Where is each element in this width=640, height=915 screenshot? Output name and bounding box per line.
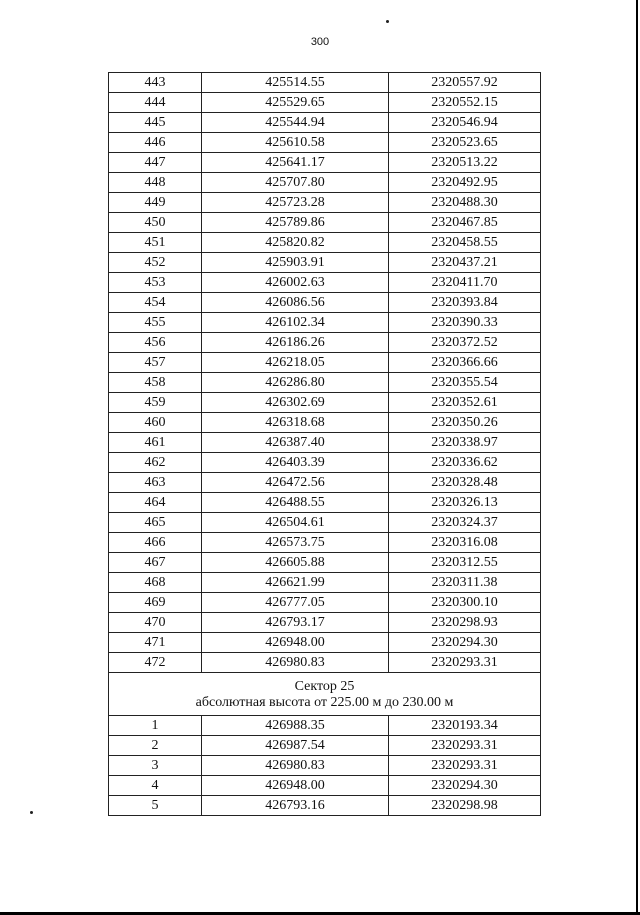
table-row <box>109 93 541 113</box>
point-number-cell: 1 <box>109 716 202 736</box>
point-number-cell: 4 <box>109 776 202 796</box>
x-coordinate-cell: 426286.80 <box>202 373 389 393</box>
point-number-cell: 444 <box>109 93 202 113</box>
table-row <box>109 73 541 93</box>
point-number-cell: 468 <box>109 573 202 593</box>
x-coordinate-cell: 426621.99 <box>202 573 389 593</box>
x-coordinate-cell: 426472.56 <box>202 473 389 493</box>
sector-cell <box>109 673 541 716</box>
x-coordinate-cell: 426948.00 <box>202 633 389 653</box>
point-number-cell: 470 <box>109 613 202 633</box>
y-coordinate-cell: 2320488.30 <box>389 193 541 213</box>
point-number-cell: 450 <box>109 213 202 233</box>
y-coordinate-cell: 2320355.54 <box>389 373 541 393</box>
point-number-cell: 462 <box>109 453 202 473</box>
x-coordinate-cell: 426387.40 <box>202 433 389 453</box>
table-row <box>109 776 541 796</box>
table-row <box>109 493 541 513</box>
table-row <box>109 653 541 673</box>
y-coordinate-cell: 2320294.30 <box>389 776 541 796</box>
table-row <box>109 313 541 333</box>
point-number-cell: 460 <box>109 413 202 433</box>
y-coordinate-cell: 2320513.22 <box>389 153 541 173</box>
x-coordinate-cell: 426948.00 <box>202 776 389 796</box>
x-coordinate-cell: 425723.28 <box>202 193 389 213</box>
x-coordinate-cell: 425820.82 <box>202 233 389 253</box>
y-coordinate-cell: 2320293.31 <box>389 653 541 673</box>
y-coordinate-cell: 2320552.15 <box>389 93 541 113</box>
point-number-cell: 445 <box>109 113 202 133</box>
point-number-cell: 453 <box>109 273 202 293</box>
y-coordinate-cell: 2320326.13 <box>389 493 541 513</box>
table-row <box>109 113 541 133</box>
scan-border-right <box>636 0 638 915</box>
page-number: 300 <box>310 36 330 48</box>
x-coordinate-cell: 425514.55 <box>202 73 389 93</box>
y-coordinate-cell: 2320328.48 <box>389 473 541 493</box>
coordinates-rows-after <box>109 716 541 816</box>
y-coordinate-cell: 2320336.62 <box>389 453 541 473</box>
x-coordinate-cell: 426980.83 <box>202 756 389 776</box>
y-coordinate-cell: 2320393.84 <box>389 293 541 313</box>
point-number-cell: 469 <box>109 593 202 613</box>
point-number-cell: 443 <box>109 73 202 93</box>
sector-subtitle: абсолютная высота от 225.00 м до 230.00 м <box>195 695 454 710</box>
point-number-cell: 467 <box>109 553 202 573</box>
point-number-cell: 464 <box>109 493 202 513</box>
sector-title: Сектор 25 <box>294 679 355 694</box>
y-coordinate-cell: 2320557.92 <box>389 73 541 93</box>
table-row <box>109 373 541 393</box>
table-row <box>109 333 541 353</box>
table-row <box>109 393 541 413</box>
y-coordinate-cell: 2320411.70 <box>389 273 541 293</box>
table-row <box>109 593 541 613</box>
y-coordinate-cell: 2320492.95 <box>389 173 541 193</box>
point-number-cell: 5 <box>109 796 202 816</box>
y-coordinate-cell: 2320366.66 <box>389 353 541 373</box>
y-coordinate-cell: 2320437.21 <box>389 253 541 273</box>
table-row <box>109 716 541 736</box>
x-coordinate-cell: 426605.88 <box>202 553 389 573</box>
table-row <box>109 633 541 653</box>
table-row <box>109 253 541 273</box>
x-coordinate-cell: 425544.94 <box>202 113 389 133</box>
y-coordinate-cell: 2320390.33 <box>389 313 541 333</box>
y-coordinate-cell: 2320350.26 <box>389 413 541 433</box>
y-coordinate-cell: 2320546.94 <box>389 113 541 133</box>
point-number-cell: 454 <box>109 293 202 313</box>
x-coordinate-cell: 426218.05 <box>202 353 389 373</box>
x-coordinate-cell: 426318.68 <box>202 413 389 433</box>
y-coordinate-cell: 2320324.37 <box>389 513 541 533</box>
scan-speck <box>30 811 33 814</box>
table-row <box>109 413 541 433</box>
point-number-cell: 2 <box>109 736 202 756</box>
table-row <box>109 193 541 213</box>
y-coordinate-cell: 2320293.31 <box>389 756 541 776</box>
table-row <box>109 533 541 553</box>
y-coordinate-cell: 2320293.31 <box>389 736 541 756</box>
point-number-cell: 455 <box>109 313 202 333</box>
table-row <box>109 453 541 473</box>
x-coordinate-cell: 426504.61 <box>202 513 389 533</box>
point-number-cell: 446 <box>109 133 202 153</box>
x-coordinate-cell: 425903.91 <box>202 253 389 273</box>
x-coordinate-cell: 426302.69 <box>202 393 389 413</box>
table-row <box>109 273 541 293</box>
x-coordinate-cell: 426793.16 <box>202 796 389 816</box>
point-number-cell: 451 <box>109 233 202 253</box>
point-number-cell: 465 <box>109 513 202 533</box>
point-number-cell: 472 <box>109 653 202 673</box>
point-number-cell: 458 <box>109 373 202 393</box>
coordinates-rows-before <box>109 73 541 673</box>
point-number-cell: 452 <box>109 253 202 273</box>
table-row <box>109 573 541 593</box>
x-coordinate-cell: 426186.26 <box>202 333 389 353</box>
x-coordinate-cell: 426086.56 <box>202 293 389 313</box>
x-coordinate-cell: 426102.34 <box>202 313 389 333</box>
y-coordinate-cell: 2320458.55 <box>389 233 541 253</box>
table-row <box>109 473 541 493</box>
point-number-cell: 459 <box>109 393 202 413</box>
point-number-cell: 471 <box>109 633 202 653</box>
x-coordinate-cell: 426980.83 <box>202 653 389 673</box>
point-number-cell: 447 <box>109 153 202 173</box>
point-number-cell: 461 <box>109 433 202 453</box>
table-row <box>109 233 541 253</box>
x-coordinate-cell: 426793.17 <box>202 613 389 633</box>
x-coordinate-cell: 426403.39 <box>202 453 389 473</box>
point-number-cell: 466 <box>109 533 202 553</box>
table-row <box>109 433 541 453</box>
table-row <box>109 613 541 633</box>
scan-speck <box>386 20 389 23</box>
y-coordinate-cell: 2320523.65 <box>389 133 541 153</box>
y-coordinate-cell: 2320372.52 <box>389 333 541 353</box>
point-number-cell: 457 <box>109 353 202 373</box>
sector-header <box>109 673 541 716</box>
point-number-cell: 448 <box>109 173 202 193</box>
table-row <box>109 736 541 756</box>
point-number-cell: 463 <box>109 473 202 493</box>
y-coordinate-cell: 2320467.85 <box>389 213 541 233</box>
x-coordinate-cell: 425707.80 <box>202 173 389 193</box>
coordinates-table <box>108 72 541 816</box>
point-number-cell: 449 <box>109 193 202 213</box>
y-coordinate-cell: 2320294.30 <box>389 633 541 653</box>
table-row <box>109 213 541 233</box>
x-coordinate-cell: 426987.54 <box>202 736 389 756</box>
y-coordinate-cell: 2320193.34 <box>389 716 541 736</box>
point-number-cell: 3 <box>109 756 202 776</box>
table-row <box>109 553 541 573</box>
y-coordinate-cell: 2320352.61 <box>389 393 541 413</box>
y-coordinate-cell: 2320300.10 <box>389 593 541 613</box>
x-coordinate-cell: 426988.35 <box>202 716 389 736</box>
y-coordinate-cell: 2320311.38 <box>389 573 541 593</box>
y-coordinate-cell: 2320316.08 <box>389 533 541 553</box>
table-row <box>109 133 541 153</box>
x-coordinate-cell: 426777.05 <box>202 593 389 613</box>
table-row <box>109 293 541 313</box>
table-row <box>109 173 541 193</box>
table-row <box>109 756 541 776</box>
y-coordinate-cell: 2320338.97 <box>389 433 541 453</box>
x-coordinate-cell: 426573.75 <box>202 533 389 553</box>
y-coordinate-cell: 2320298.98 <box>389 796 541 816</box>
table-row <box>109 353 541 373</box>
x-coordinate-cell: 426002.63 <box>202 273 389 293</box>
y-coordinate-cell: 2320298.93 <box>389 613 541 633</box>
x-coordinate-cell: 425641.17 <box>202 153 389 173</box>
x-coordinate-cell: 425789.86 <box>202 213 389 233</box>
table-row <box>109 153 541 173</box>
sector-row <box>109 673 541 716</box>
table-row <box>109 796 541 816</box>
x-coordinate-cell: 425610.58 <box>202 133 389 153</box>
y-coordinate-cell: 2320312.55 <box>389 553 541 573</box>
x-coordinate-cell: 426488.55 <box>202 493 389 513</box>
point-number-cell: 456 <box>109 333 202 353</box>
x-coordinate-cell: 425529.65 <box>202 93 389 113</box>
table-row <box>109 513 541 533</box>
